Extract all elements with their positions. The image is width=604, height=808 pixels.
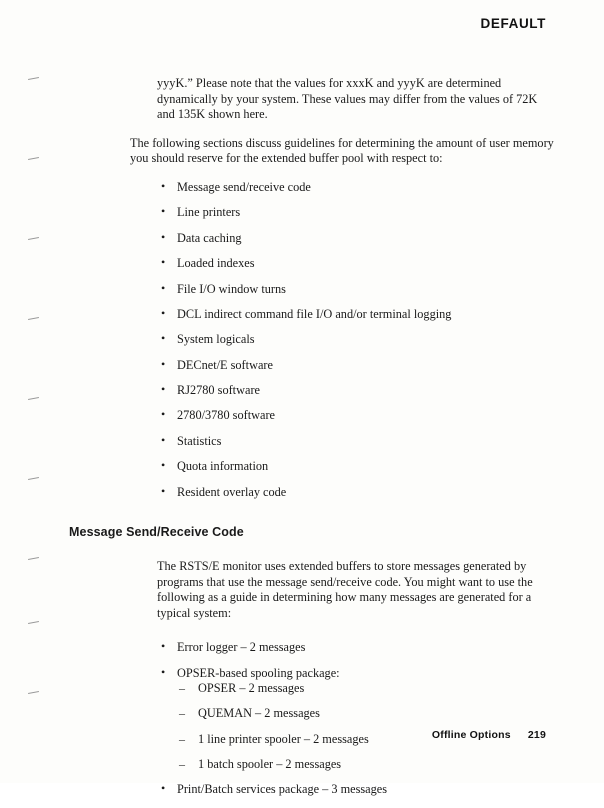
list-item: • Line printers xyxy=(157,205,557,220)
bullet-list-topics xyxy=(157,180,557,500)
page-number: 219 xyxy=(527,729,546,741)
page-header: DEFAULT xyxy=(480,16,546,31)
sub-list-item: – 1 line printer spooler – 2 messages xyxy=(177,732,557,747)
list-item: • Resident overlay code xyxy=(157,485,557,500)
sub-list-item: – 1 batch spooler – 2 messages xyxy=(177,757,557,772)
sub-list-spooling xyxy=(177,681,557,772)
list-item: • Quota information xyxy=(157,459,557,474)
list-item: • File I/O window turns xyxy=(157,282,557,297)
sub-list-item: – OPSER – 2 messages xyxy=(177,681,557,696)
sub-list-item: – QUEMAN – 2 messages xyxy=(177,706,557,721)
list-item: • Error logger – 2 messages xyxy=(157,640,557,655)
list-item: • 2780/3780 software xyxy=(157,408,557,423)
list-item: • Statistics xyxy=(157,434,557,449)
list-item: • Print/Batch services package – 3 messages xyxy=(157,782,557,797)
list-item: • DCL indirect command file I/O and/or terminal logging xyxy=(157,307,557,322)
list-item: • DECnet/E software xyxy=(157,358,557,373)
page-footer xyxy=(432,729,546,741)
paragraph-section-body: The RSTS/E monitor uses extended buffers to store messages generated by programs that use the message send/receive code. You might want to use the following as a guide in determining how many messages are generated for a typical system: xyxy=(157,559,533,620)
paragraph-intro: The following sections discuss guidelines for determining the amount of user memory you should reserve for the extended buffer pool with respect to: xyxy=(130,135,554,166)
section-heading: Message Send/Receive Code xyxy=(69,525,244,540)
list-item: • Data caching xyxy=(157,231,557,246)
page-content xyxy=(69,76,557,808)
paragraph-continuation: yyyK.” Please note that the values for xxxK and yyyK are determined dynamically by your system. These values may differ from the values of 72K and 135K shown here. xyxy=(157,76,538,122)
margin-scan-marks xyxy=(28,70,46,700)
list-item: • RJ2780 software xyxy=(157,383,557,398)
list-item: • System logicals xyxy=(157,332,557,347)
list-item xyxy=(157,666,557,772)
footer-label: Offline Options xyxy=(431,729,511,741)
list-item-label: OPSER-based spooling package: xyxy=(177,665,340,680)
bullet-list-messages xyxy=(157,640,557,797)
list-item: • Message send/receive code xyxy=(157,180,557,195)
list-item: • Loaded indexes xyxy=(157,256,557,271)
